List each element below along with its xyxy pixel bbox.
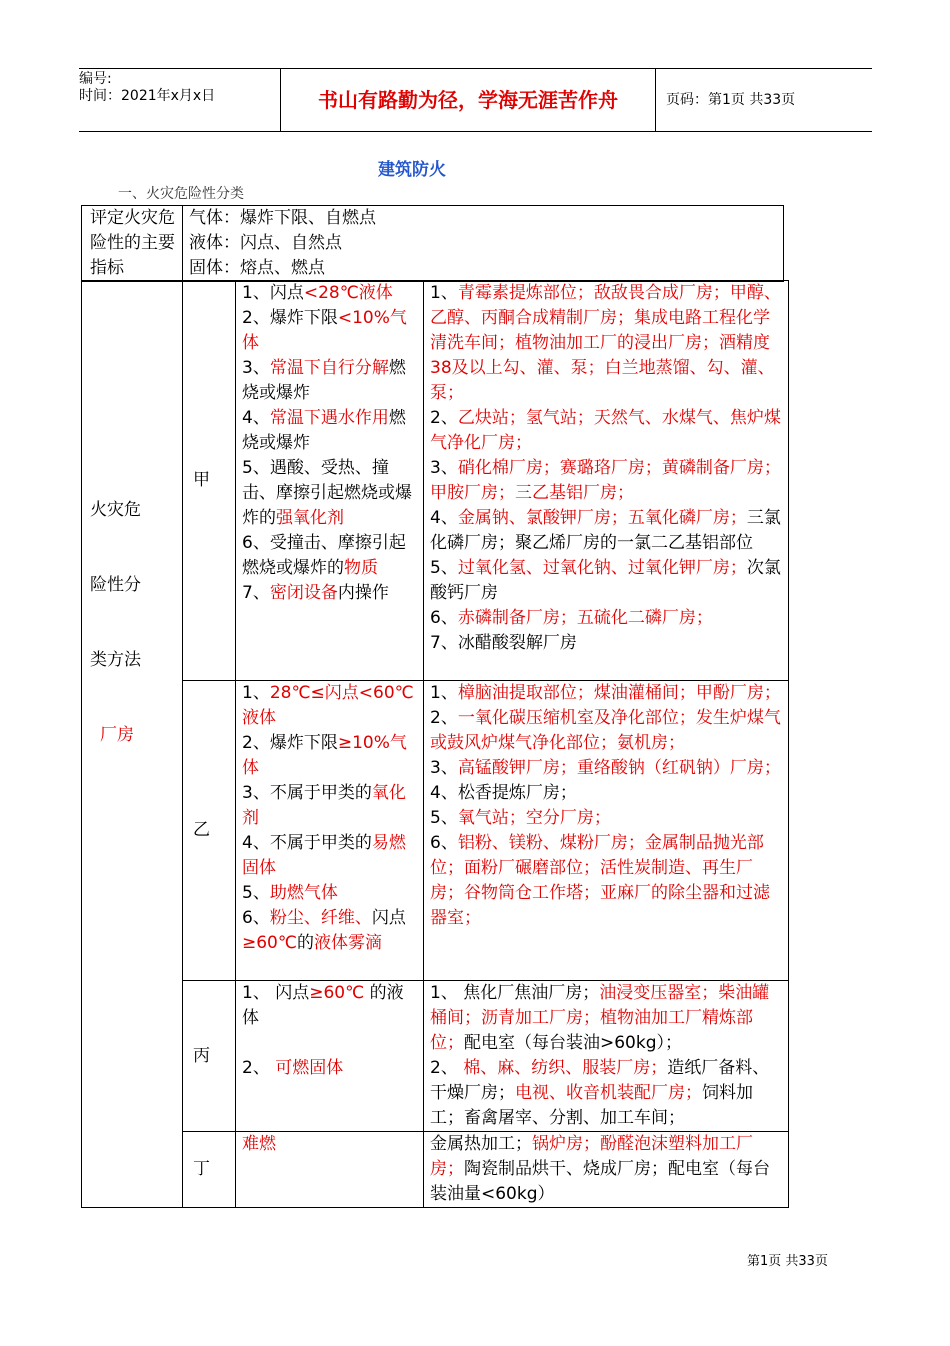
text-segment: 5、 xyxy=(430,808,458,828)
criteria-item xyxy=(242,281,417,306)
example-item xyxy=(430,706,782,756)
class-examples xyxy=(424,981,789,1132)
page-header xyxy=(79,68,872,132)
example-item xyxy=(430,631,782,656)
text-segment: 1、 焦化厂焦油厂房； xyxy=(430,983,600,1003)
number-label: 编号: xyxy=(79,71,112,87)
highlight-text: 电视、收音机装配厂房； xyxy=(515,1083,702,1103)
class-row xyxy=(82,681,789,981)
text-segment: 三氯化磷厂房；聚乙烯厂房的一氯二乙基铝部位 xyxy=(430,508,781,553)
criteria-item xyxy=(242,406,417,456)
class-examples xyxy=(424,281,789,681)
highlight-text: 粉尘、纤维、 xyxy=(269,908,372,928)
highlight-text: 强氧化剂 xyxy=(276,508,344,528)
indicator-values xyxy=(183,206,784,282)
text-segment: 造纸厂备料、干燥厂房； xyxy=(430,1058,770,1103)
class-name: 乙 xyxy=(183,681,236,981)
text-segment: 陶瓷制品烘干、烧成厂房；配电室（每台装油量<60kg） xyxy=(430,1159,770,1204)
text-segment: 的 xyxy=(296,933,314,953)
text-segment: 7、冰醋酸裂解厂房 xyxy=(430,633,577,653)
example-item xyxy=(430,681,782,706)
classification-label xyxy=(82,281,183,1208)
highlight-text: 硝化棉厂房；赛璐珞厂房；黄磷制备厂房；甲胺厂房；三乙基铝厂房； xyxy=(430,458,781,503)
highlight-text: 氧气站；空分厂房； xyxy=(457,808,611,828)
criteria-item xyxy=(242,1056,417,1081)
criteria-item xyxy=(242,881,417,906)
highlight-text: 油浸变压器室；柴油罐桶间；沥青加工厂房；植物油加工厂精炼部位； xyxy=(430,983,770,1053)
class-criteria xyxy=(236,281,424,681)
text-segment: 1、 xyxy=(242,683,270,703)
class-name: 丁 xyxy=(183,1132,236,1208)
text-segment: 饲料加工；畜禽屠宰、分割、加工车间； xyxy=(430,1083,753,1128)
highlight-text: 常温下自行分解 xyxy=(269,358,389,378)
highlight-text: <28℃液体 xyxy=(303,283,393,303)
text-segment: 燃烧或爆炸 xyxy=(242,408,406,453)
highlight-text: 棉、麻、纺织、服装厂房； xyxy=(463,1058,668,1078)
highlight-text: 一氧化碳压缩机室及净化部位；发生炉煤气或鼓风炉煤气净化部位；氨机房； xyxy=(430,708,781,753)
highlight-text: ≥60℃ xyxy=(309,983,365,1003)
highlight-text: 易燃固体 xyxy=(242,833,406,878)
page-label: 页码：第1页 共33页 xyxy=(666,92,796,108)
highlight-text: 锅炉房；酚醛泡沫塑料加工厂房； xyxy=(430,1134,753,1179)
highlight-text: 樟脑油提取部位；煤油灌桶间；甲酚厂房； xyxy=(457,683,781,703)
highlight-text: <10%气体 xyxy=(242,308,407,353)
motto: 书山有路勤为径，学海无涯苦作舟 xyxy=(280,69,656,131)
class-examples xyxy=(424,1132,789,1208)
text-segment: 6、 xyxy=(242,908,270,928)
example-item xyxy=(430,781,782,806)
text-segment: 2、 xyxy=(430,708,458,728)
highlight-text: 青霉素提炼部位；敌敌畏合成厂房；甲醇、乙醇、丙酮合成精制厂房；集成电路工程化学清洗车间；植物油加工厂的浸出厂房；酒精度38及以上勾、灌、泵；白兰地蒸馏、勾、灌、泵； xyxy=(430,283,781,403)
text-segment: 6、 xyxy=(430,833,458,853)
text-segment: 内操作 xyxy=(337,583,389,603)
highlight-text: 赤磷制备厂房；五硫化二磷厂房； xyxy=(457,608,713,628)
text-segment: 5、遇酸、受热、撞击、摩擦引起燃烧或爆炸的 xyxy=(242,458,412,528)
highlight-text: 物质 xyxy=(344,558,378,578)
text-segment: 3、 xyxy=(242,358,270,378)
header-meta xyxy=(79,69,280,133)
criteria-item xyxy=(242,456,417,531)
criteria-item xyxy=(242,1132,417,1157)
highlight-text: 常温下遇水作用 xyxy=(269,408,389,428)
example-item xyxy=(430,556,782,606)
example-item xyxy=(430,981,782,1056)
class-row xyxy=(82,1132,789,1208)
highlight-text: 液体雾滴 xyxy=(313,933,382,953)
highlight-text: ≥60℃ xyxy=(242,933,297,953)
classification-label-line: 险性分 xyxy=(90,575,141,595)
text-segment: 1、 xyxy=(430,283,458,303)
criteria-item xyxy=(242,981,417,1031)
text-segment: 3、 xyxy=(430,458,458,478)
class-row xyxy=(82,981,789,1132)
text-segment: 2、 xyxy=(430,408,458,428)
text-segment: 7、 xyxy=(242,583,270,603)
date-label: 时间：2021年x月x日 xyxy=(79,88,216,104)
text-segment: 2、 xyxy=(242,1058,276,1078)
highlight-text: ≥10%气体 xyxy=(242,733,407,778)
class-row xyxy=(82,281,789,681)
criteria-item xyxy=(242,581,417,606)
criteria-item xyxy=(242,681,417,731)
text-segment: 3、 xyxy=(430,758,458,778)
criteria-item xyxy=(242,306,417,356)
class-criteria xyxy=(236,681,424,981)
text-segment: 4、松香提炼厂房； xyxy=(430,783,577,803)
criteria-item xyxy=(242,906,417,956)
criteria-item xyxy=(242,1031,417,1056)
text-segment: 配电室（每台装油>60kg）； xyxy=(464,1033,683,1053)
class-name: 甲 xyxy=(183,281,236,681)
text-segment: 次氯酸钙厂房 xyxy=(430,558,781,603)
class-criteria xyxy=(236,981,424,1132)
text-segment: 6、受撞击、摩擦引起燃烧或爆炸的 xyxy=(242,533,406,578)
text-segment: 5、 xyxy=(242,883,270,903)
page-footer: 第1页 共33页 xyxy=(747,1254,828,1269)
text-segment: 金属热加工； xyxy=(430,1134,532,1154)
section-title: 一、火灾危险性分类 xyxy=(118,186,244,202)
example-item xyxy=(430,456,782,506)
highlight-text: 过氧化氢、过氧化钠、过氧化钾厂房； xyxy=(457,558,747,578)
text-segment: 1、闪点 xyxy=(242,283,304,303)
example-item xyxy=(430,806,782,831)
doc-title: 建筑防火 xyxy=(378,160,446,180)
highlight-text: 助燃气体 xyxy=(269,883,338,903)
highlight-text: 28℃≤闪点<60℃液体 xyxy=(242,683,414,728)
text-segment: 2、 xyxy=(430,1058,464,1078)
text-segment: 1、 闪点 xyxy=(242,983,310,1003)
classification-label-line: 类方法 xyxy=(90,650,141,670)
classification-table xyxy=(81,280,789,1208)
highlight-text: 可燃固体 xyxy=(275,1058,344,1078)
highlight-text: 密闭设备 xyxy=(269,583,338,603)
criteria-item xyxy=(242,831,417,881)
example-item xyxy=(430,756,782,781)
text-segment: 闪点 xyxy=(371,908,406,928)
class-name: 丙 xyxy=(183,981,236,1132)
example-item xyxy=(430,606,782,631)
text-segment: 的液体 xyxy=(242,983,404,1028)
indicator-line: 固体：熔点、燃点 xyxy=(189,258,325,278)
indicator-line: 气体：爆炸下限、自燃点 xyxy=(189,208,376,228)
text-segment: 4、 xyxy=(242,408,270,428)
example-item xyxy=(430,1056,782,1131)
indicator-line: 液体：闪点、自然点 xyxy=(189,233,342,253)
text-segment: 5、 xyxy=(430,558,458,578)
example-item xyxy=(430,281,782,406)
example-item xyxy=(430,506,782,556)
class-criteria xyxy=(236,1132,424,1208)
criteria-item xyxy=(242,781,417,831)
highlight-text: 难燃 xyxy=(242,1134,276,1154)
criteria-item xyxy=(242,531,417,581)
example-item xyxy=(430,831,782,931)
classification-label-line: 火灾危 xyxy=(90,500,141,520)
text-segment: 3、不属于甲类的 xyxy=(242,783,372,803)
example-item xyxy=(430,1132,782,1207)
highlight-text: 氧化剂 xyxy=(242,783,406,828)
text-segment: 4、 xyxy=(430,508,458,528)
highlight-text: 铝粉、镁粉、煤粉厂房；金属制品抛光部位；面粉厂碾磨部位；活性炭制造、再生厂房；谷物筒仓工作塔；亚麻厂的除尘器和过滤器室； xyxy=(430,833,770,928)
building-type-label: 厂房 xyxy=(100,725,134,745)
criteria-item xyxy=(242,356,417,406)
indicator-label: 评定火灾危险性的主要指标 xyxy=(82,206,183,282)
text-segment: 2、爆炸下限 xyxy=(242,733,338,753)
criteria-item xyxy=(242,731,417,781)
text-segment: 2、爆炸下限 xyxy=(242,308,338,328)
class-examples xyxy=(424,681,789,981)
highlight-text: 高锰酸钾厂房；重络酸钠（红矾钠）厂房； xyxy=(457,758,781,778)
text-segment: 6、 xyxy=(430,608,458,628)
indicator-table xyxy=(81,205,784,282)
text-segment: 燃烧或爆炸 xyxy=(242,358,406,403)
highlight-text: 金属钠、氯酸钾厂房；五氧化磷厂房； xyxy=(457,508,747,528)
example-item xyxy=(430,406,782,456)
highlight-text: 乙炔站；氢气站；天然气、水煤气、焦炉煤气净化厂房； xyxy=(430,408,781,453)
text-segment: 1、 xyxy=(430,683,458,703)
text-segment: 4、不属于甲类的 xyxy=(242,833,372,853)
